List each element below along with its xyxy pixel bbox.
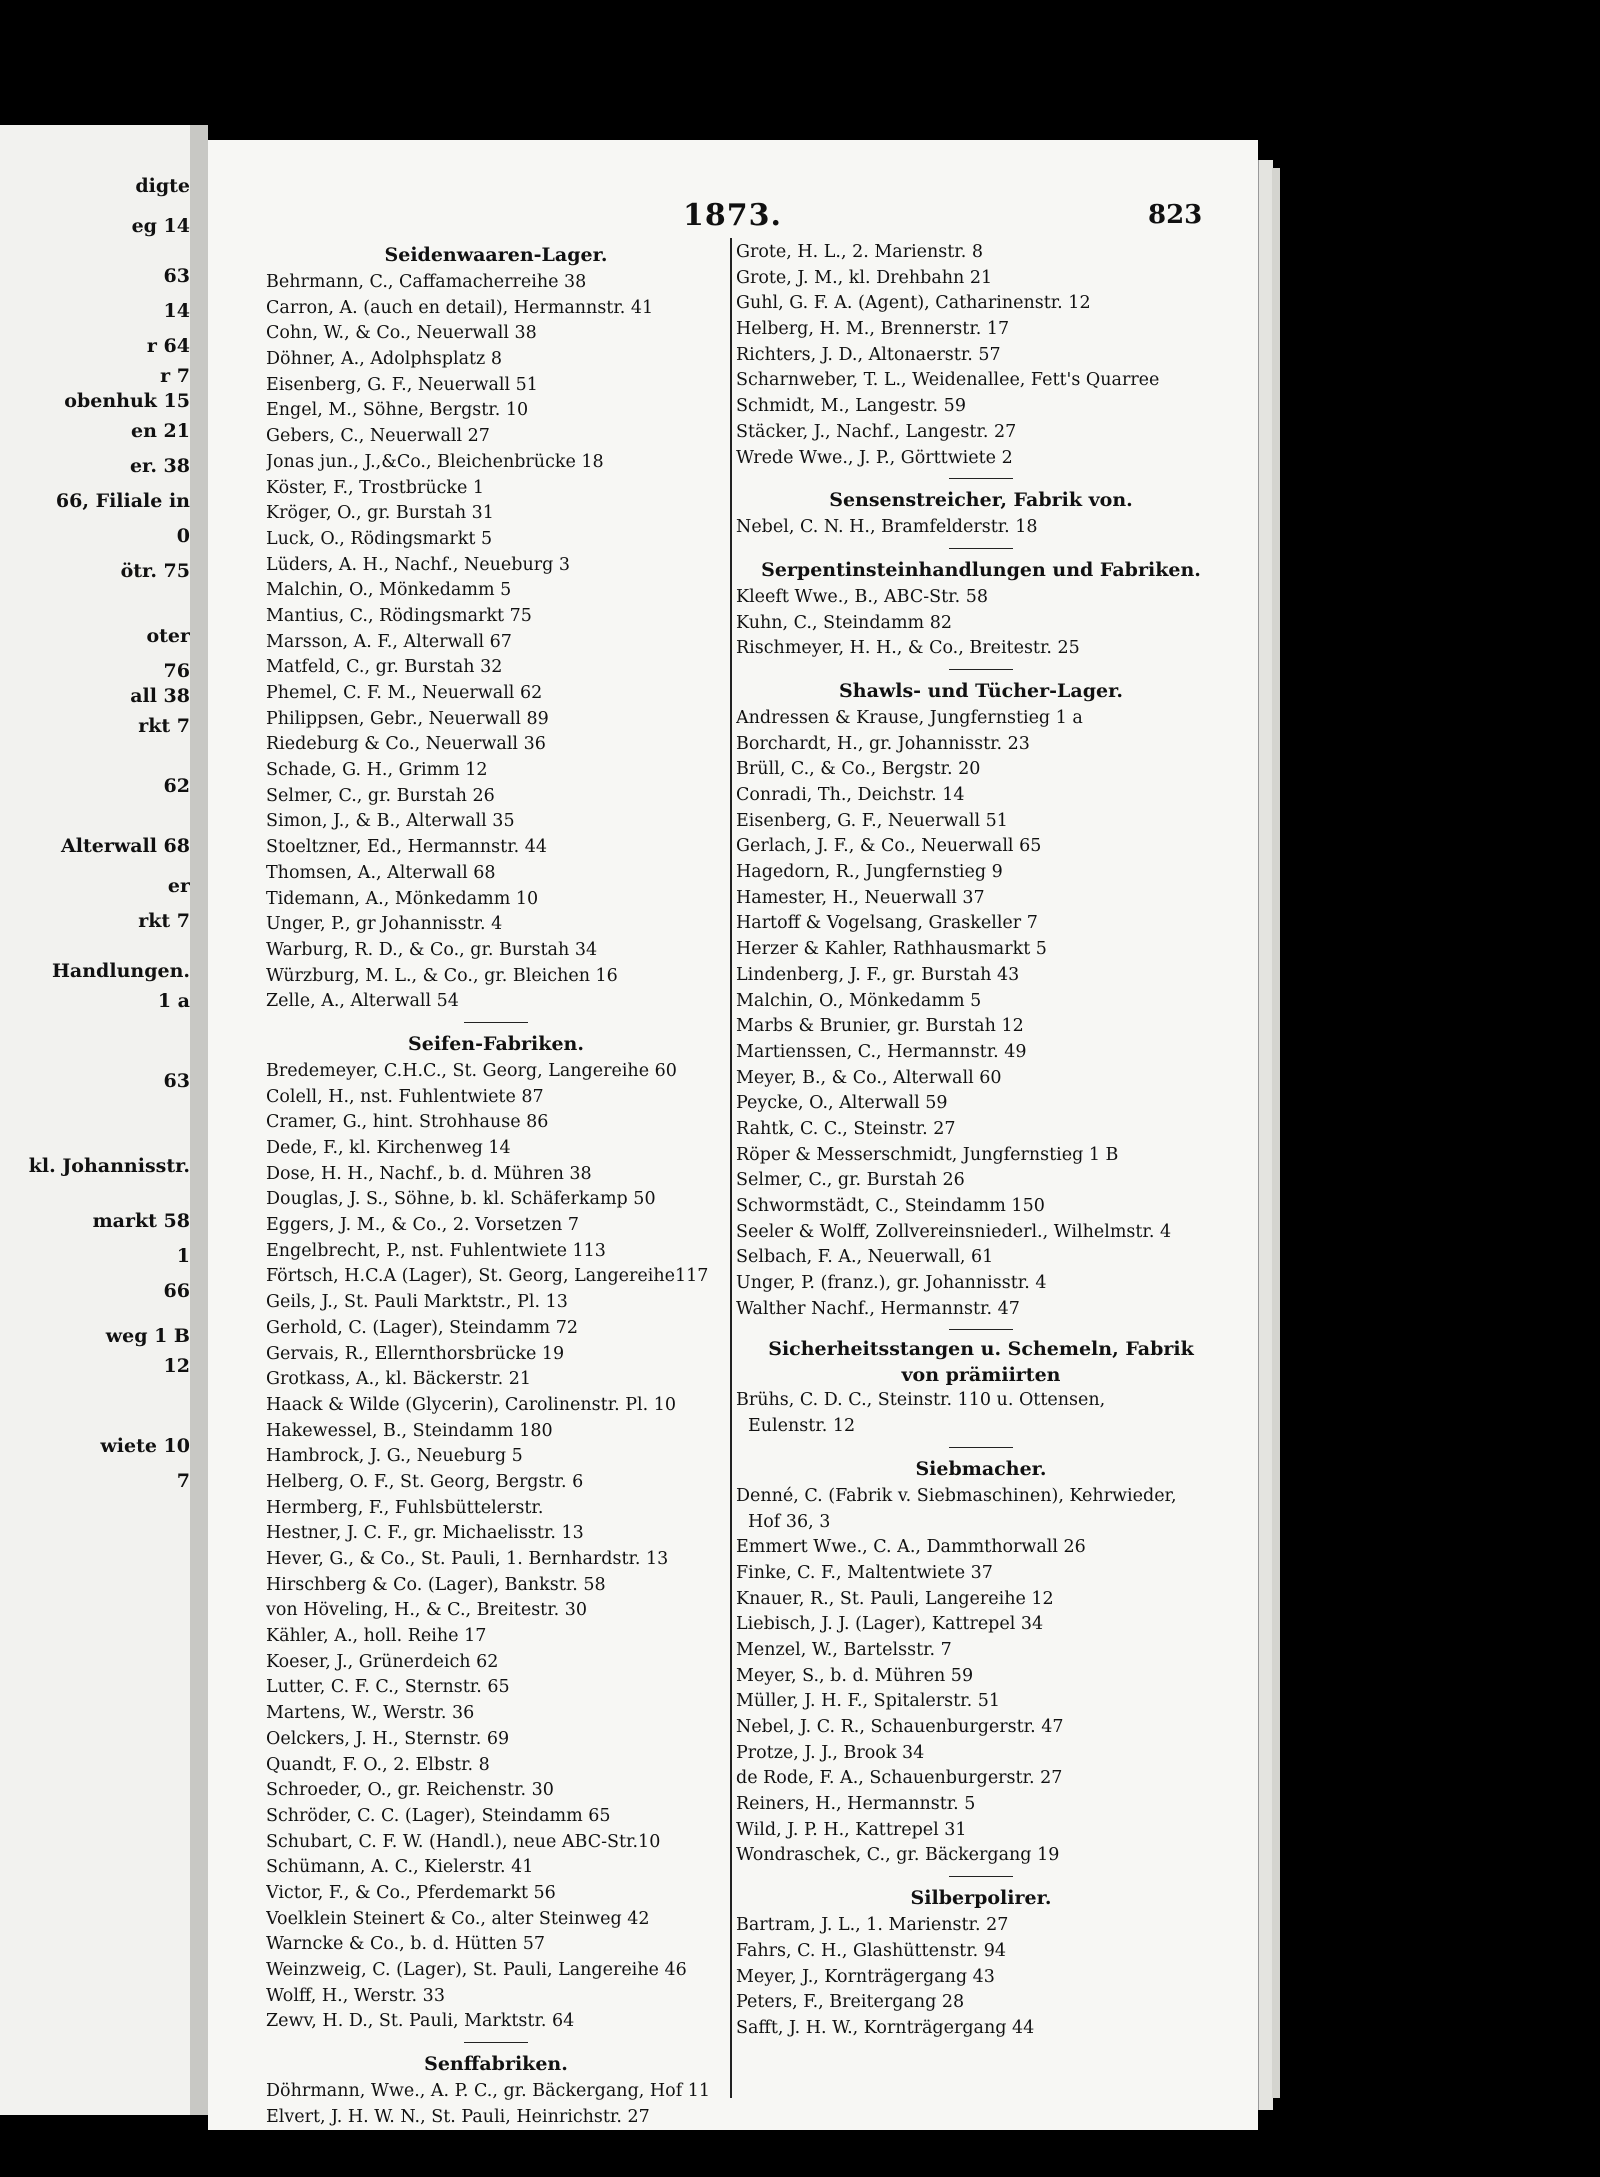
left-page-text: r 7 xyxy=(160,365,190,387)
directory-entry: Malchin, O., Mönkedamm 5 xyxy=(736,990,982,1011)
directory-entry: Eisenberg, G. F., Neuerwall 51 xyxy=(266,374,538,395)
left-page-text: 1 a xyxy=(157,990,190,1012)
section-rule xyxy=(736,1322,1226,1336)
section-rule xyxy=(266,2035,726,2049)
section-heading: Siebmacher. xyxy=(915,1457,1047,1480)
directory-entry: Thomsen, A., Alterwall 68 xyxy=(266,862,496,883)
left-page-fragment xyxy=(0,125,190,2115)
book-gutter xyxy=(190,125,208,2115)
directory-entry: Helberg, O. F., St. Georg, Bergstr. 6 xyxy=(266,1471,584,1492)
left-page-text: er. 38 xyxy=(129,455,190,477)
directory-entry: Conradi, Th., Deichstr. 14 xyxy=(736,785,965,805)
directory-entry: Gerlach, J. F., & Co., Neuerwall 65 xyxy=(736,836,1042,857)
left-page-text: wiete 10 xyxy=(100,1435,190,1457)
section-rule xyxy=(736,1440,1226,1454)
directory-entry-continuation: Eulenstr. 12 xyxy=(748,1416,856,1437)
directory-entry: Voelklein Steinert & Co., alter Steinweg 42 xyxy=(266,1908,650,1929)
left-page-text: 14 xyxy=(163,300,190,322)
directory-entry: Selmer, C., gr. Burstah 26 xyxy=(736,1170,965,1191)
directory-entry: Kuhn, C., Steindamm 82 xyxy=(736,612,952,633)
directory-entry: Victor, F., & Co., Pferdemarkt 56 xyxy=(266,1882,556,1903)
directory-entry: Grote, H. L., 2. Marienstr. 8 xyxy=(736,242,984,262)
column-divider xyxy=(730,238,732,2098)
left-page-text: rkt 7 xyxy=(138,715,190,737)
section-rule xyxy=(736,662,1226,676)
left-page-text: all 38 xyxy=(130,685,190,707)
directory-entry: Schwormstädt, C., Steindamm 150 xyxy=(736,1196,1045,1216)
left-page-text: 0 xyxy=(176,525,190,547)
directory-entry: Warncke & Co., b. d. Hütten 57 xyxy=(266,1934,546,1955)
directory-entry: Schümann, A. C., Kielerstr. 41 xyxy=(266,1857,534,1878)
directory-entry: Döhrmann, Wwe., A. P. C., gr. Bäckergang, Hof 11 xyxy=(266,2081,711,2102)
left-page-text: obenhuk 15 xyxy=(64,390,190,412)
directory-entry: Meyer, B., & Co., Alterwall 60 xyxy=(736,1067,1002,1088)
section-heading: Sensenstreicher, Fabrik von. xyxy=(829,489,1133,512)
directory-entry: Douglas, J. S., Söhne, b. kl. Schäferkamp 50 xyxy=(266,1189,656,1210)
directory-entry: Reiners, H., Hermannstr. 5 xyxy=(736,1794,976,1815)
section-heading: Senffabriken. xyxy=(424,2053,568,2076)
left-column xyxy=(266,240,726,2130)
directory-entry: Förtsch, H.C.A (Lager), St. Georg, Langereihe117 xyxy=(266,1266,709,1287)
directory-entry: Colell, H., nst. Fuhlentwiete 87 xyxy=(266,1086,544,1107)
directory-entry: Hakewessel, B., Steindamm 180 xyxy=(266,1420,553,1441)
directory-entry: Hirschberg & Co. (Lager), Bankstr. 58 xyxy=(266,1574,606,1595)
directory-entry: Zewv, H. D., St. Pauli, Marktstr. 64 xyxy=(266,2011,575,2032)
directory-entry: Knauer, R., St. Pauli, Langereihe 12 xyxy=(736,1588,1054,1609)
left-page-text: 76 xyxy=(163,660,190,682)
directory-entry: Röper & Messerschmidt, Jungfernstieg 1 B xyxy=(736,1144,1119,1165)
left-page-text: digte xyxy=(135,175,190,197)
directory-entry: Oelckers, J. H., Sternstr. 69 xyxy=(266,1728,510,1749)
directory-entry: Köster, F., Trostbrücke 1 xyxy=(266,477,485,498)
directory-entry: Bredemeyer, C.H.C., St. Georg, Langereihe 60 xyxy=(266,1060,677,1081)
directory-entry: Warburg, R. D., & Co., gr. Burstah 34 xyxy=(266,939,598,960)
directory-entry: Hartoff & Vogelsang, Graskeller 7 xyxy=(736,913,1038,934)
directory-entry: Gervais, R., Ellernthorsbrücke 19 xyxy=(266,1343,565,1364)
directory-entry: Schubart, C. F. W. (Handl.), neue ABC-Str.10 xyxy=(266,1831,661,1852)
directory-entry: Kleeft Wwe., B., ABC-Str. 58 xyxy=(736,586,988,607)
directory-entry: Weinzweig, C. (Lager), St. Pauli, Langereihe 46 xyxy=(266,1960,687,1980)
directory-entry: Lüders, A. H., Nachf., Neueburg 3 xyxy=(266,554,571,575)
directory-entry: Dose, H. H., Nachf., b. d. Mühren 38 xyxy=(266,1163,592,1184)
section-rule xyxy=(266,1015,726,1029)
directory-entry-continuation: Hof 36, 3 xyxy=(748,1511,831,1532)
directory-entry: Nebel, C. N. H., Bramfelderstr. 18 xyxy=(736,517,1038,538)
directory-entry: Grote, J. M., kl. Drehbahn 21 xyxy=(736,267,993,288)
directory-entry: Kröger, O., gr. Burstah 31 xyxy=(266,503,494,524)
directory-entry: Elvert, J. H. W. N., St. Pauli, Heinrichstr. 27 xyxy=(266,2106,650,2127)
directory-entry: Eggers, J. M., & Co., 2. Vorsetzen 7 xyxy=(266,1215,579,1236)
directory-entry: Hestner, J. C. F., gr. Michaelisstr. 13 xyxy=(266,1523,584,1544)
page-edge xyxy=(1258,160,1273,2110)
directory-entry: de Rode, F. A., Schauenburgerstr. 27 xyxy=(736,1768,1063,1789)
directory-entry: Wrede Wwe., J. P., Görttwiete 2 xyxy=(736,447,1013,468)
directory-entry: Schroeder, O., gr. Reichenstr. 30 xyxy=(266,1780,554,1801)
directory-entry: Finke, C. F., Maltentwiete 37 xyxy=(736,1562,993,1583)
directory-page xyxy=(208,140,1258,2130)
directory-entry: Philippsen, Gebr., Neuerwall 89 xyxy=(266,708,549,729)
directory-entry: Carron, A. (auch en detail), Hermannstr. 41 xyxy=(266,297,654,318)
section-heading: Sicherheitsstangen u. Schemeln, Fabrik xyxy=(768,1338,1194,1361)
directory-entry: Döhner, A., Adolphsplatz 8 xyxy=(266,349,502,370)
directory-entry: Cohn, W., & Co., Neuerwall 38 xyxy=(266,323,537,344)
page-year: 1873. xyxy=(683,198,782,233)
directory-entry: Engel, M., Söhne, Bergstr. 10 xyxy=(266,400,529,421)
directory-entry: Haack & Wilde (Glycerin), Carolinenstr. Pl. 10 xyxy=(266,1394,677,1415)
directory-entry: Eisenberg, G. F., Neuerwall 51 xyxy=(736,810,1008,831)
directory-entry: von Höveling, H., & C., Breitestr. 30 xyxy=(266,1600,588,1621)
left-page-text: rkt 7 xyxy=(138,910,190,932)
directory-entry: Zelle, A., Alterwall 54 xyxy=(266,991,459,1012)
left-page-text: eg 14 xyxy=(131,215,190,237)
left-page-text: 66 xyxy=(163,1280,190,1302)
section-heading: von prämiirten xyxy=(901,1364,1061,1387)
page-number: 823 xyxy=(1148,200,1203,230)
directory-entry: Würzburg, M. L., & Co., gr. Bleichen 16 xyxy=(266,965,618,986)
directory-entry: Geils, J., St. Pauli Marktstr., Pl. 13 xyxy=(266,1292,568,1313)
left-page-text: en 21 xyxy=(131,420,190,442)
directory-entry: Engelbrecht, P., nst. Fuhlentwiete 113 xyxy=(266,1240,606,1261)
directory-entry: Schade, G. H., Grimm 12 xyxy=(266,760,488,781)
left-page-text: kl. Johannisstr. xyxy=(28,1155,190,1177)
directory-entry: Seeler & Wolff, Zollvereinsniederl., Wilhelmstr. 4 xyxy=(736,1221,1172,1242)
left-page-text: ötr. 75 xyxy=(120,560,190,582)
directory-entry: Mantius, C., Rödingsmarkt 75 xyxy=(266,605,532,626)
left-page-text: Handlungen. xyxy=(51,960,190,982)
directory-entry: Gebers, C., Neuerwall 27 xyxy=(266,426,490,447)
directory-entry: Hagedorn, R., Jungfernstieg 9 xyxy=(736,862,1003,883)
section-rule xyxy=(736,471,1226,485)
directory-entry: Nebel, J. C. R., Schauenburgerstr. 47 xyxy=(736,1717,1064,1737)
directory-entry: Selmer, C., gr. Burstah 26 xyxy=(266,785,495,806)
directory-entry: Grotkass, A., kl. Bäckerstr. 21 xyxy=(266,1369,531,1390)
directory-entry: Denné, C. (Fabrik v. Siebmaschinen), Kehrwieder, xyxy=(736,1485,1177,1506)
directory-entry: Wondraschek, C., gr. Bäckergang 19 xyxy=(736,1845,1060,1866)
directory-entry: Selbach, F. A., Neuerwall, 61 xyxy=(736,1247,994,1268)
directory-entry: Walther Nachf., Hermannstr. 47 xyxy=(736,1298,1020,1319)
directory-entry: Marbs & Brunier, gr. Burstah 12 xyxy=(736,1016,1024,1037)
left-page-text: r 64 xyxy=(146,335,190,357)
directory-entry: Martens, W., Werstr. 36 xyxy=(266,1703,475,1724)
section-rule xyxy=(736,541,1226,555)
directory-entry: Hermberg, F., Fuhlsbüttelerstr. xyxy=(266,1497,544,1518)
directory-entry: Malchin, O., Mönkedamm 5 xyxy=(266,580,512,601)
directory-entry: Hever, G., & Co., St. Pauli, 1. Bernhardstr. 13 xyxy=(266,1549,669,1569)
directory-entry: Wild, J. P. H., Kattrepel 31 xyxy=(736,1819,967,1840)
directory-entry: Riedeburg & Co., Neuerwall 36 xyxy=(266,734,546,755)
directory-entry: Schmidt, M., Langestr. 59 xyxy=(736,396,966,417)
directory-entry: Behrmann, C., Caffamacherreihe 38 xyxy=(266,272,587,292)
left-page-text: markt 58 xyxy=(92,1210,190,1232)
directory-entry: Lutter, C. F. C., Sternstr. 65 xyxy=(266,1677,510,1698)
directory-entry: Unger, P. (franz.), gr. Johannisstr. 4 xyxy=(736,1273,1047,1294)
directory-entry: Meyer, S., b. d. Mühren 59 xyxy=(736,1665,974,1686)
left-page-text: weg 1 B xyxy=(105,1325,190,1347)
directory-entry: Matfeld, C., gr. Burstah 32 xyxy=(266,657,503,678)
page-edge xyxy=(1272,168,1280,2098)
directory-entry: Scharnweber, T. L., Weidenallee, Fett's Quarree xyxy=(736,370,1160,391)
directory-entry: Andressen & Krause, Jungfernstieg 1 a xyxy=(736,707,1083,728)
section-heading: Seifen-Fabriken. xyxy=(408,1032,584,1055)
directory-entry: Brüll, C., & Co., Bergstr. 20 xyxy=(736,759,981,780)
directory-entry: Gerhold, C. (Lager), Steindamm 72 xyxy=(266,1317,578,1338)
directory-entry: Peycke, O., Alterwall 59 xyxy=(736,1093,948,1114)
directory-entry: Borchardt, H., gr. Johannisstr. 23 xyxy=(736,733,1030,754)
directory-entry: Stäcker, J., Nachf., Langestr. 27 xyxy=(736,421,1017,442)
section-heading: Serpentinsteinhandlungen und Fabriken. xyxy=(761,558,1201,581)
directory-entry: Safft, J. H. W., Kornträgergang 44 xyxy=(736,2017,1035,2038)
directory-entry: Jonas jun., J.,&Co., Bleichenbrücke 18 xyxy=(266,451,604,472)
directory-entry: Richters, J. D., Altonaerstr. 57 xyxy=(736,344,1001,365)
directory-entry: Phemel, C. F. M., Neuerwall 62 xyxy=(266,683,543,703)
left-page-text: oter xyxy=(146,625,190,647)
directory-entry: Marsson, A. F., Alterwall 67 xyxy=(266,631,512,652)
left-page-text: 1 xyxy=(176,1245,190,1267)
left-page-text: 62 xyxy=(163,775,190,797)
directory-entry: Stoeltzner, Ed., Hermannstr. 44 xyxy=(266,837,548,858)
right-column xyxy=(736,240,1226,2042)
directory-entry: Menzel, W., Bartelsstr. 7 xyxy=(736,1639,952,1660)
directory-entry: Emmert Wwe., C. A., Dammthorwall 26 xyxy=(736,1537,1086,1558)
directory-entry: Rahtk, C. C., Steinstr. 27 xyxy=(736,1118,956,1139)
directory-entry: Quandt, F. O., 2. Elbstr. 8 xyxy=(266,1754,490,1775)
directory-entry: Koeser, J., Grünerdeich 62 xyxy=(266,1651,499,1672)
directory-entry: Rischmeyer, H. H., & Co., Breitestr. 25 xyxy=(736,638,1080,659)
directory-entry: Hambrock, J. G., Neueburg 5 xyxy=(266,1446,523,1467)
directory-entry: Müller, J. H. F., Spitalerstr. 51 xyxy=(736,1691,1001,1712)
directory-entry: Peters, F., Breitergang 28 xyxy=(736,1992,965,2013)
left-page-text: 66, Filiale in xyxy=(55,490,190,512)
directory-entry: Meyer, J., Kornträgergang 43 xyxy=(736,1966,995,1987)
directory-entry: Unger, P., gr Johannisstr. 4 xyxy=(266,914,503,935)
section-heading: Shawls- und Tücher-Lager. xyxy=(839,679,1123,702)
directory-entry: Helberg, H. M., Brennerstr. 17 xyxy=(736,319,1010,340)
section-heading: Seidenwaaren-Lager. xyxy=(384,244,608,266)
left-page-text: 63 xyxy=(163,265,190,287)
directory-entry: Kähler, A., holl. Reihe 17 xyxy=(266,1626,487,1647)
directory-entry: Herzer & Kahler, Rathhausmarkt 5 xyxy=(736,939,1047,960)
left-page-text: 63 xyxy=(163,1070,190,1092)
directory-entry: Brühs, C. D. C., Steinstr. 110 u. Ottensen, xyxy=(736,1390,1106,1411)
directory-entry: Dede, F., kl. Kirchenweg 14 xyxy=(266,1138,511,1158)
section-rule xyxy=(736,1869,1226,1883)
left-page-text: 12 xyxy=(163,1355,190,1377)
directory-entry: Cramer, G., hint. Strohhause 86 xyxy=(266,1112,549,1133)
directory-entry: Hamester, H., Neuerwall 37 xyxy=(736,887,985,908)
directory-entry: Bartram, J. L., 1. Marienstr. 27 xyxy=(736,1915,1009,1936)
directory-entry: Protze, J. J., Brook 34 xyxy=(736,1742,925,1763)
directory-entry: Lindenberg, J. F., gr. Burstah 43 xyxy=(736,964,1020,985)
directory-entry: Martienssen, C., Hermannstr. 49 xyxy=(736,1041,1027,1062)
left-page-text: er xyxy=(167,875,190,897)
section-heading: Silberpolirer. xyxy=(910,1887,1052,1910)
directory-entry: Simon, J., & B., Alterwall 35 xyxy=(266,811,515,832)
directory-entry: Luck, O., Rödingsmarkt 5 xyxy=(266,528,493,549)
directory-entry: Liebisch, J. J. (Lager), Kattrepel 34 xyxy=(736,1614,1044,1635)
left-page-text: 7 xyxy=(176,1470,190,1492)
directory-entry: Tidemann, A., Mönkedamm 10 xyxy=(266,888,539,909)
directory-entry: Fahrs, C. H., Glashüttenstr. 94 xyxy=(736,1940,1007,1961)
directory-entry: Schröder, C. C. (Lager), Steindamm 65 xyxy=(266,1805,611,1826)
directory-entry: Wolff, H., Werstr. 33 xyxy=(266,1985,445,2006)
left-page-text: Alterwall 68 xyxy=(61,835,190,857)
directory-entry: Guhl, G. F. A. (Agent), Catharinenstr. 12 xyxy=(736,293,1091,314)
